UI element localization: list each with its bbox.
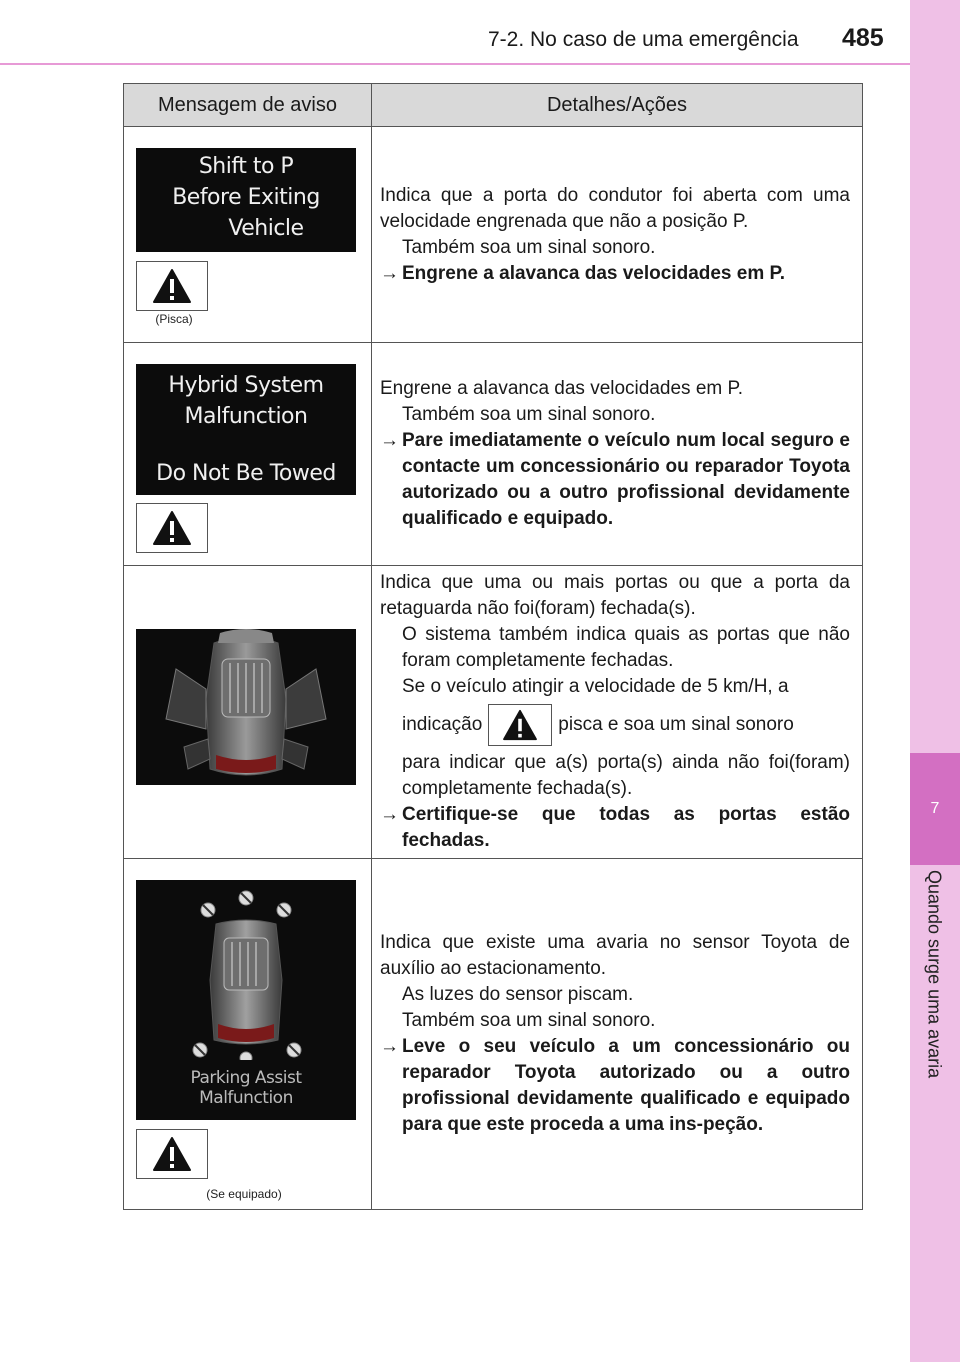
screen-line — [136, 432, 356, 458]
detail-text: Também soa um sinal sonoro. — [402, 1010, 656, 1031]
action-text: → Engrene a alavanca das velocidades em P. — [380, 261, 850, 287]
screen-line: Vehicle — [228, 216, 304, 241]
side-tab-strip — [910, 0, 960, 1362]
caption: (Pisca) — [155, 312, 193, 326]
screen-line: Shift to P — [198, 154, 294, 179]
chapter-label: Quando surge uma avaria — [924, 870, 945, 1079]
detail-text: Indica que a porta do condutor foi aberta com uma velocidade engrenada que não a posição P. — [380, 184, 850, 232]
screen-line: Do Not Be Towed — [156, 461, 336, 486]
details-cell — [372, 343, 863, 566]
display-screen — [136, 364, 356, 495]
parking-assist-display — [136, 880, 356, 1120]
detail-text: para indicar que a(s) porta(s) ainda não foi(foram) completamente fechada(s). — [402, 752, 850, 799]
details-cell — [372, 859, 863, 1210]
detail-text: Também soa um sinal sonoro. — [402, 404, 656, 425]
header-divider — [0, 63, 910, 65]
details-cell — [372, 127, 863, 343]
action-text: → Leve o seu veículo a um concessionário ou reparador Toyota autorizado ou a outro profissional devidamente qualificado e equipado para que este proceda a uma ins-peção. — [380, 1036, 850, 1135]
warning-triangle-icon — [136, 1129, 208, 1179]
detail-text: Se o veículo atingir a velocidade de 5 km/H, a — [402, 676, 789, 697]
warning-image-cell — [124, 343, 372, 566]
detail-text: Indica que existe uma avaria no sensor Toyota de auxílio ao estacionamento. — [380, 932, 850, 979]
action-text: → Certifique-se que todas as portas estão fechadas. — [380, 804, 850, 851]
warning-table — [123, 83, 863, 1210]
warning-triangle-icon — [136, 261, 208, 311]
action-text: → Pare imediatamente o veículo num local seguro e contacte um concessionário ou reparador Toyota autorizado ou a outro profissional devidamente qualificado e equipado. — [380, 430, 850, 529]
arrow-icon: → — [380, 1036, 399, 1057]
warning-triangle-icon — [136, 503, 208, 553]
details-cell — [372, 566, 863, 859]
warning-image-cell — [124, 127, 372, 343]
screen-line: Malfunction — [184, 404, 308, 429]
door-open-display — [136, 629, 356, 785]
detail-text: indicação pisca e soa um sinal sonoro — [380, 704, 850, 746]
table-header-row — [124, 84, 863, 127]
screen-line: Malfunction — [199, 1088, 293, 1108]
detail-text: Também soa um sinal sonoro. — [402, 236, 656, 258]
chapter-tab[interactable]: 7 — [910, 753, 960, 865]
display-screen — [136, 148, 356, 252]
screen-line: Before Exiting — [172, 185, 320, 210]
warning-image-cell — [124, 859, 372, 1210]
arrow-icon: → — [380, 430, 399, 451]
arrow-icon: → — [380, 804, 399, 825]
car-doors-open-icon — [136, 629, 356, 785]
section-title: 7-2. No caso de uma emergência — [488, 28, 799, 51]
table-row — [124, 566, 863, 859]
arrow-icon: → — [380, 262, 399, 284]
warning-image-cell — [124, 566, 372, 859]
parking-sensor-car-icon — [136, 880, 356, 1060]
table-row — [124, 343, 863, 566]
column-header-details: Detalhes/Ações — [372, 84, 863, 127]
table-row — [124, 859, 863, 1210]
page-number: 485 — [842, 24, 884, 52]
warning-triangle-icon — [488, 704, 552, 746]
screen-line: Parking Assist — [190, 1068, 302, 1088]
screen-line: Hybrid System — [168, 373, 324, 398]
caption: (Se equipado) — [206, 1187, 282, 1201]
detail-text: As luzes do sensor piscam. — [402, 984, 634, 1005]
column-header-message: Mensagem de aviso — [124, 84, 372, 127]
detail-text: Indica que uma ou mais portas ou que a porta da retaguarda não foi(foram) fechada(s). — [380, 572, 850, 619]
detail-text: O sistema também indica quais as portas que não foram completamente fechadas. — [402, 624, 850, 671]
detail-text: Engrene a alavanca das velocidades em P. — [380, 378, 744, 399]
table-row — [124, 127, 863, 343]
